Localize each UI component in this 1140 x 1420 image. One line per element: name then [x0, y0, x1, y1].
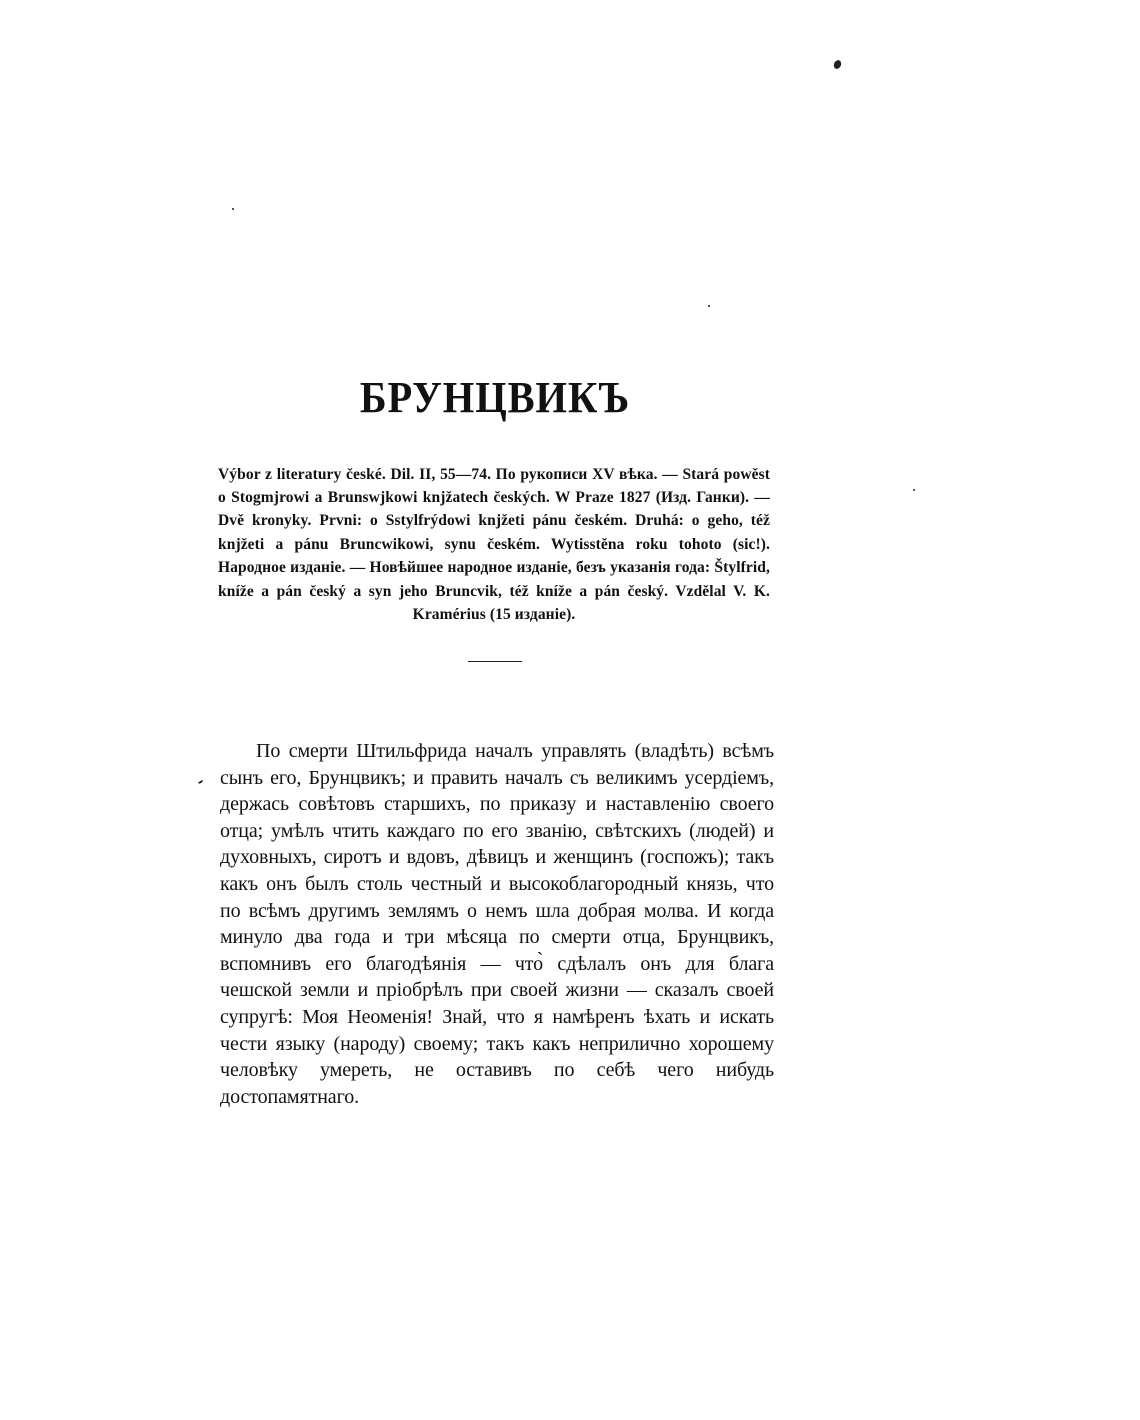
sources-note: Výbor z literatury české. Dil. II, 55—74. По рукописи XV вѣка. — Stará powěst o Stogmjrowi a Brunswjkowi knjžatech českých. W Praze 1827 (Изд. Ганки). — Dvě kronyky. Prvni: o Sstylfrýdowi knjžeti pánu českém. Druhá: o geho, též knjžeti a pánu Bruncwikowi, synu českém. Wytisstěna roku tohoto (sic!). Народное изданіе. — Новѣйшее народное изданіе, безъ указанія года: Štylfrid, kníže a pán český a syn jeho Bruncvik, též kníže a pán český. Vzdělal V. K. Kramérius (15 изданіе).: [218, 465, 770, 623]
section-divider: [468, 661, 522, 662]
page-title: БРУНЦВИКЪ: [359, 373, 631, 423]
ink-speck: [232, 208, 234, 210]
ink-speck: [198, 780, 203, 784]
ink-speck: [913, 489, 915, 491]
body-paragraph: По смерти Штильфрида началъ управлять (владѣть) всѣмъ сынъ его, Брунцвикъ; и править началъ съ великимъ усердіемъ, держась совѣтовъ старшихъ, по приказу и наставленію своего отца; умѣлъ чтить каждаго по его званію, свѣтскихъ (людей) и духовныхъ, сиротъ и вдовъ, дѣвицъ и женщинъ (госпожъ); такъ какъ онъ былъ столь честный и высокоблагородный князь, что по всѣмъ другимъ землямъ о немъ шла добрая молва. И когда минуло два года и три мѣсяца по смерти отца, Брунцвикъ, вспомнивъ его благодѣянія — что̀ сдѣлалъ онъ для блага чешской земли и пріобрѣлъ при своей жизни — сказалъ своей супругѣ: Моя Неоменія! Знай, что я намѣренъ ѣхать и искать чести языку (народу) своему; такъ какъ неприлично хорошему человѣку умереть, не оставивъ по себѣ чего нибудь достопамятнаго.: [220, 740, 774, 1108]
ink-speck: [832, 59, 842, 70]
ink-speck: [708, 305, 710, 307]
